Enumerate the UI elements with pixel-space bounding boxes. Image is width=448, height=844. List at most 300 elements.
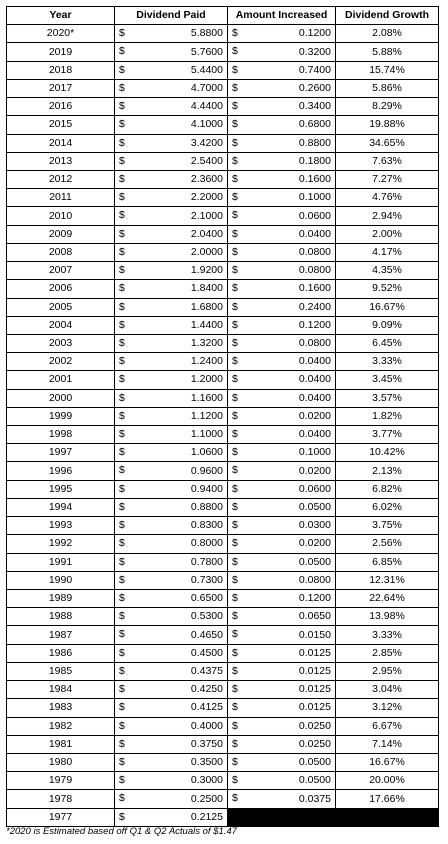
amount-increased-cell-value: 0.1600 <box>298 282 331 295</box>
table-row <box>7 353 439 371</box>
year-cell: 2016 <box>7 98 115 116</box>
currency-symbol: $ <box>232 737 238 750</box>
currency-symbol: $ <box>232 45 238 58</box>
amount-increased-cell <box>228 644 336 662</box>
amount-increased-cell <box>228 535 336 553</box>
amount-increased-cell <box>228 61 336 79</box>
dividend-growth-cell: 2.95% <box>336 662 439 680</box>
amount-increased-cell <box>228 444 336 462</box>
dividend-growth-cell: 4.76% <box>336 189 439 207</box>
amount-increased-cell-value: 0.0600 <box>298 209 331 222</box>
year-cell: 1984 <box>7 681 115 699</box>
dividend-growth-cell: 9.09% <box>336 316 439 334</box>
dividend-growth-cell: 3.12% <box>336 699 439 717</box>
dividend-paid-cell <box>115 334 228 352</box>
dividend-paid-cell-value: 1.4400 <box>190 318 223 331</box>
dividend-paid-cell <box>115 189 228 207</box>
blank-filled-cell <box>228 808 439 826</box>
year-cell: 2009 <box>7 225 115 243</box>
amount-increased-cell-value: 0.0375 <box>298 792 331 805</box>
dividend-paid-cell <box>115 626 228 644</box>
currency-symbol: $ <box>232 537 238 550</box>
amount-increased-cell-value: 0.3200 <box>298 45 331 58</box>
currency-symbol: $ <box>232 172 238 185</box>
dividend-paid-cell-value: 0.4500 <box>190 646 223 659</box>
dividend-growth-cell: 4.17% <box>336 243 439 261</box>
currency-symbol: $ <box>232 81 238 94</box>
dividend-paid-cell-value: 0.4125 <box>190 701 223 714</box>
dividend-paid-cell-value: 0.4375 <box>190 664 223 677</box>
dividend-paid-cell <box>115 116 228 134</box>
currency-symbol: $ <box>232 646 238 659</box>
dividend-paid-cell <box>115 407 228 425</box>
currency-symbol: $ <box>232 355 238 368</box>
dividend-growth-cell: 12.31% <box>336 571 439 589</box>
dividend-paid-cell <box>115 298 228 316</box>
amount-increased-cell-value: 0.2600 <box>298 81 331 94</box>
amount-increased-cell-value: 0.0800 <box>298 245 331 258</box>
dividend-paid-cell-value: 5.8800 <box>190 27 223 40</box>
currency-symbol: $ <box>232 209 238 222</box>
amount-increased-cell-value: 0.1200 <box>298 318 331 331</box>
dividend-growth-cell: 7.63% <box>336 152 439 170</box>
table-row <box>7 608 439 626</box>
amount-increased-cell-value: 0.0650 <box>298 610 331 623</box>
dividend-growth-cell: 13.98% <box>336 608 439 626</box>
amount-increased-cell <box>228 790 336 808</box>
currency-symbol: $ <box>232 664 238 677</box>
currency-symbol: $ <box>119 792 125 805</box>
amount-increased-cell <box>228 517 336 535</box>
header-dividend-paid: Dividend Paid <box>115 7 228 25</box>
dividend-paid-cell <box>115 644 228 662</box>
dividend-growth-cell: 34.65% <box>336 134 439 152</box>
currency-symbol: $ <box>119 409 125 422</box>
currency-symbol: $ <box>119 555 125 568</box>
amount-increased-cell <box>228 608 336 626</box>
currency-symbol: $ <box>119 391 125 404</box>
amount-increased-cell <box>228 243 336 261</box>
dividend-growth-cell: 16.67% <box>336 298 439 316</box>
dividend-paid-cell-value: 1.2000 <box>190 373 223 386</box>
amount-increased-cell <box>228 772 336 790</box>
amount-increased-cell <box>228 553 336 571</box>
year-cell: 2008 <box>7 243 115 261</box>
dividend-paid-cell <box>115 98 228 116</box>
currency-symbol: $ <box>232 464 238 477</box>
dividend-growth-cell: 3.04% <box>336 681 439 699</box>
dividend-paid-cell-value: 2.3600 <box>190 173 223 186</box>
table-row <box>7 535 439 553</box>
dividend-growth-cell: 5.88% <box>336 43 439 61</box>
dividend-paid-cell <box>115 170 228 188</box>
header-amount-increased: Amount Increased <box>228 7 336 25</box>
currency-symbol: $ <box>119 63 125 76</box>
amount-increased-cell-value: 0.2400 <box>298 300 331 313</box>
dividend-growth-cell: 10.42% <box>336 444 439 462</box>
currency-symbol: $ <box>119 172 125 185</box>
dividend-paid-cell-value: 4.7000 <box>190 81 223 94</box>
dividend-paid-cell <box>115 498 228 516</box>
year-cell: 1977 <box>7 808 115 826</box>
amount-increased-cell <box>228 462 336 480</box>
amount-increased-cell-value: 0.1000 <box>298 191 331 204</box>
table-row <box>7 25 439 43</box>
table-row <box>7 316 439 334</box>
amount-increased-cell-value: 0.0400 <box>298 428 331 441</box>
dividend-paid-cell-value: 0.8000 <box>190 537 223 550</box>
table-row <box>7 98 439 116</box>
year-cell: 2000 <box>7 389 115 407</box>
amount-increased-cell-value: 0.1200 <box>298 27 331 40</box>
currency-symbol: $ <box>119 482 125 495</box>
dividend-growth-cell: 3.75% <box>336 517 439 535</box>
dividend-paid-cell-value: 1.8400 <box>190 282 223 295</box>
dividend-paid-cell <box>115 225 228 243</box>
currency-symbol: $ <box>232 154 238 167</box>
amount-increased-cell <box>228 681 336 699</box>
dividend-paid-cell-value: 0.8300 <box>190 519 223 532</box>
dividend-paid-cell-value: 0.3000 <box>190 774 223 787</box>
year-cell: 1978 <box>7 790 115 808</box>
dividend-growth-cell: 4.35% <box>336 262 439 280</box>
amount-increased-cell-value: 0.0400 <box>298 227 331 240</box>
dividend-growth-cell: 2.94% <box>336 207 439 225</box>
currency-symbol: $ <box>119 282 125 295</box>
year-cell: 2010 <box>7 207 115 225</box>
year-cell: 1992 <box>7 535 115 553</box>
table-row <box>7 389 439 407</box>
currency-symbol: $ <box>119 245 125 258</box>
year-cell: 1991 <box>7 553 115 571</box>
amount-increased-cell <box>228 334 336 352</box>
year-cell: 1995 <box>7 480 115 498</box>
table-row <box>7 207 439 225</box>
dividend-paid-cell-value: 2.1000 <box>190 209 223 222</box>
amount-increased-cell-value: 0.0500 <box>298 774 331 787</box>
dividend-growth-cell: 17.66% <box>336 790 439 808</box>
dividend-paid-cell <box>115 480 228 498</box>
table-row <box>7 480 439 498</box>
dividend-growth-cell: 5.86% <box>336 79 439 97</box>
table-row <box>7 116 439 134</box>
amount-increased-cell <box>228 407 336 425</box>
dividend-paid-cell-value: 1.1000 <box>190 428 223 441</box>
year-cell: 1982 <box>7 717 115 735</box>
dividend-growth-cell: 6.45% <box>336 334 439 352</box>
amount-increased-cell-value: 0.0300 <box>298 519 331 532</box>
year-cell: 1994 <box>7 498 115 516</box>
year-cell: 2013 <box>7 152 115 170</box>
dividend-paid-cell-value: 1.1600 <box>190 391 223 404</box>
year-cell: 1980 <box>7 753 115 771</box>
dividend-paid-cell-value: 0.3750 <box>190 737 223 750</box>
amount-increased-cell-value: 0.0800 <box>298 573 331 586</box>
amount-increased-cell-value: 0.0125 <box>298 701 331 714</box>
table-row <box>7 170 439 188</box>
dividend-paid-cell-value: 0.6500 <box>190 592 223 605</box>
currency-symbol: $ <box>232 409 238 422</box>
currency-symbol: $ <box>119 810 125 823</box>
currency-symbol: $ <box>119 500 125 513</box>
year-cell: 1999 <box>7 407 115 425</box>
currency-symbol: $ <box>119 683 125 696</box>
table-row <box>7 517 439 535</box>
currency-symbol: $ <box>119 628 125 641</box>
currency-symbol: $ <box>119 81 125 94</box>
amount-increased-cell <box>228 426 336 444</box>
table-row <box>7 243 439 261</box>
table-row <box>7 61 439 79</box>
dividend-paid-cell <box>115 243 228 261</box>
year-cell: 1986 <box>7 644 115 662</box>
table-row <box>7 717 439 735</box>
dividend-paid-cell <box>115 353 228 371</box>
amount-increased-cell-value: 0.0250 <box>298 719 331 732</box>
dividend-paid-cell-value: 5.7600 <box>190 45 223 58</box>
amount-increased-cell-value: 0.7400 <box>298 63 331 76</box>
currency-symbol: $ <box>232 573 238 586</box>
currency-symbol: $ <box>232 63 238 76</box>
amount-increased-cell-value: 0.0125 <box>298 683 331 696</box>
year-cell: 2003 <box>7 334 115 352</box>
dividend-paid-cell <box>115 262 228 280</box>
currency-symbol: $ <box>232 118 238 131</box>
dividend-paid-cell <box>115 608 228 626</box>
dividend-paid-cell-value: 2.5400 <box>190 154 223 167</box>
year-cell: 2004 <box>7 316 115 334</box>
amount-increased-cell-value: 0.0500 <box>298 756 331 769</box>
dividend-paid-cell-value: 1.1200 <box>190 409 223 422</box>
year-cell: 2002 <box>7 353 115 371</box>
year-cell: 2001 <box>7 371 115 389</box>
dividend-paid-cell-value: 0.4000 <box>190 719 223 732</box>
dividend-paid-cell-value: 2.0000 <box>190 245 223 258</box>
dividend-paid-cell-value: 1.6800 <box>190 300 223 313</box>
dividend-growth-cell: 19.88% <box>336 116 439 134</box>
amount-increased-cell-value: 0.0200 <box>298 409 331 422</box>
dividend-growth-cell: 7.27% <box>336 170 439 188</box>
dividend-paid-cell <box>115 535 228 553</box>
currency-symbol: $ <box>232 191 238 204</box>
dividend-paid-cell-value: 0.7300 <box>190 573 223 586</box>
table-row <box>7 590 439 608</box>
currency-symbol: $ <box>232 519 238 532</box>
dividend-paid-cell <box>115 808 228 826</box>
year-cell: 1985 <box>7 662 115 680</box>
year-cell: 2007 <box>7 262 115 280</box>
dividend-paid-cell <box>115 25 228 43</box>
currency-symbol: $ <box>119 154 125 167</box>
currency-symbol: $ <box>119 318 125 331</box>
amount-increased-cell <box>228 170 336 188</box>
dividend-growth-cell: 2.56% <box>336 535 439 553</box>
table-row <box>7 280 439 298</box>
amount-increased-cell <box>228 735 336 753</box>
amount-increased-cell-value: 0.8800 <box>298 136 331 149</box>
currency-symbol: $ <box>119 191 125 204</box>
table-row <box>7 808 439 826</box>
amount-increased-cell <box>228 571 336 589</box>
amount-increased-cell-value: 0.0800 <box>298 337 331 350</box>
dividend-paid-cell <box>115 553 228 571</box>
dividend-growth-cell: 2.85% <box>336 644 439 662</box>
dividend-paid-cell <box>115 43 228 61</box>
currency-symbol: $ <box>119 264 125 277</box>
currency-symbol: $ <box>119 428 125 441</box>
table-row <box>7 662 439 680</box>
dividend-growth-cell: 16.67% <box>336 753 439 771</box>
currency-symbol: $ <box>232 27 238 40</box>
dividend-growth-cell: 3.33% <box>336 626 439 644</box>
dividend-paid-cell <box>115 152 228 170</box>
amount-increased-cell-value: 0.0400 <box>298 373 331 386</box>
dividend-paid-cell-value: 0.4250 <box>190 683 223 696</box>
year-cell: 2011 <box>7 189 115 207</box>
dividend-paid-cell <box>115 371 228 389</box>
currency-symbol: $ <box>232 282 238 295</box>
dividend-growth-cell: 3.57% <box>336 389 439 407</box>
dividend-paid-cell-value: 1.9200 <box>190 264 223 277</box>
currency-symbol: $ <box>232 446 238 459</box>
table-row <box>7 43 439 61</box>
table-row <box>7 426 439 444</box>
dividend-paid-cell <box>115 444 228 462</box>
table-row <box>7 298 439 316</box>
dividend-history-table <box>6 6 439 827</box>
currency-symbol: $ <box>232 300 238 313</box>
table-row <box>7 444 439 462</box>
amount-increased-cell-value: 0.0200 <box>298 537 331 550</box>
header-row <box>7 7 439 25</box>
currency-symbol: $ <box>119 136 125 149</box>
dividend-paid-cell-value: 3.4200 <box>190 136 223 149</box>
dividend-paid-cell <box>115 753 228 771</box>
amount-increased-cell <box>228 298 336 316</box>
currency-symbol: $ <box>119 464 125 477</box>
table-row <box>7 553 439 571</box>
currency-symbol: $ <box>119 336 125 349</box>
table-row <box>7 407 439 425</box>
amount-increased-cell <box>228 207 336 225</box>
dividend-growth-cell: 6.02% <box>336 498 439 516</box>
dividend-paid-cell-value: 1.3200 <box>190 337 223 350</box>
dividend-paid-cell <box>115 426 228 444</box>
dividend-paid-cell <box>115 790 228 808</box>
dividend-paid-cell <box>115 735 228 753</box>
table-row <box>7 735 439 753</box>
table-row <box>7 753 439 771</box>
amount-increased-cell <box>228 480 336 498</box>
dividend-growth-cell: 22.64% <box>336 590 439 608</box>
year-cell: 1988 <box>7 608 115 626</box>
dividend-growth-cell: 8.29% <box>336 98 439 116</box>
year-cell: 2005 <box>7 298 115 316</box>
currency-symbol: $ <box>119 45 125 58</box>
currency-symbol: $ <box>119 373 125 386</box>
dividend-paid-cell-value: 0.3500 <box>190 756 223 769</box>
dividend-growth-cell: 6.85% <box>336 553 439 571</box>
currency-symbol: $ <box>232 555 238 568</box>
amount-increased-cell <box>228 498 336 516</box>
currency-symbol: $ <box>119 573 125 586</box>
dividend-growth-cell: 2.08% <box>336 25 439 43</box>
dividend-paid-cell <box>115 662 228 680</box>
amount-increased-cell <box>228 262 336 280</box>
dividend-paid-cell <box>115 207 228 225</box>
amount-increased-cell-value: 0.0400 <box>298 355 331 368</box>
table-row <box>7 189 439 207</box>
table-row <box>7 626 439 644</box>
currency-symbol: $ <box>119 537 125 550</box>
amount-increased-cell-value: 0.6800 <box>298 118 331 131</box>
amount-increased-cell-value: 0.1000 <box>298 446 331 459</box>
dividend-growth-cell: 3.45% <box>336 371 439 389</box>
currency-symbol: $ <box>232 373 238 386</box>
amount-increased-cell-value: 0.0500 <box>298 501 331 514</box>
dividend-growth-cell: 2.00% <box>336 225 439 243</box>
currency-symbol: $ <box>232 482 238 495</box>
year-cell: 1993 <box>7 517 115 535</box>
dividend-paid-cell-value: 0.9400 <box>190 482 223 495</box>
amount-increased-cell <box>228 79 336 97</box>
dividend-paid-cell-value: 0.2125 <box>190 810 223 823</box>
dividend-paid-cell-value: 0.7800 <box>190 555 223 568</box>
dividend-growth-cell: 20.00% <box>336 772 439 790</box>
currency-symbol: $ <box>119 100 125 113</box>
dividend-paid-cell-value: 4.1000 <box>190 118 223 131</box>
dividend-paid-cell <box>115 772 228 790</box>
dividend-paid-cell <box>115 79 228 97</box>
dividend-growth-cell: 9.52% <box>336 280 439 298</box>
amount-increased-cell <box>228 225 336 243</box>
dividend-growth-cell: 6.67% <box>336 717 439 735</box>
dividend-growth-cell: 3.33% <box>336 353 439 371</box>
year-cell: 2018 <box>7 61 115 79</box>
currency-symbol: $ <box>119 519 125 532</box>
currency-symbol: $ <box>232 755 238 768</box>
amount-increased-cell <box>228 389 336 407</box>
dividend-growth-cell: 6.82% <box>336 480 439 498</box>
dividend-growth-cell: 15.74% <box>336 61 439 79</box>
amount-increased-cell <box>228 98 336 116</box>
amount-increased-cell <box>228 43 336 61</box>
currency-symbol: $ <box>119 664 125 677</box>
amount-increased-cell-value: 0.0600 <box>298 482 331 495</box>
amount-increased-cell <box>228 25 336 43</box>
year-cell: 2006 <box>7 280 115 298</box>
amount-increased-cell <box>228 371 336 389</box>
dividend-paid-cell <box>115 699 228 717</box>
amount-increased-cell-value: 0.0400 <box>298 391 331 404</box>
footnote: *2020 is Estimated based off Q1 & Q2 Actuals of $1.47 <box>6 826 237 837</box>
amount-increased-cell-value: 0.0250 <box>298 737 331 750</box>
header-year: Year <box>7 7 115 25</box>
currency-symbol: $ <box>232 391 238 404</box>
currency-symbol: $ <box>232 719 238 732</box>
dividend-paid-cell <box>115 462 228 480</box>
amount-increased-cell-value: 0.0125 <box>298 664 331 677</box>
amount-increased-cell <box>228 134 336 152</box>
dividend-paid-cell-value: 2.2000 <box>190 191 223 204</box>
year-cell: 1996 <box>7 462 115 480</box>
dividend-paid-cell <box>115 681 228 699</box>
currency-symbol: $ <box>119 227 125 240</box>
currency-symbol: $ <box>232 100 238 113</box>
dividend-paid-cell-value: 0.2500 <box>190 792 223 805</box>
amount-increased-cell <box>228 152 336 170</box>
currency-symbol: $ <box>119 755 125 768</box>
